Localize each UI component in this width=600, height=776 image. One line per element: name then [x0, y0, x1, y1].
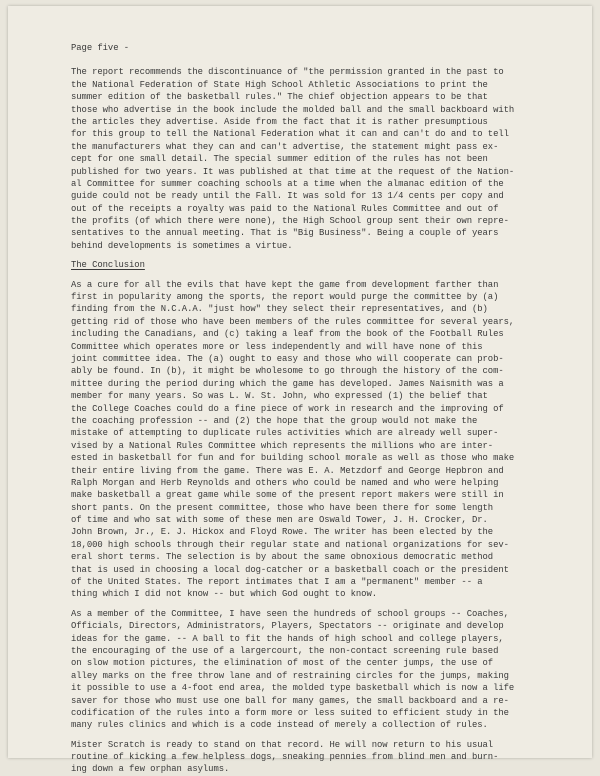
text-line: first in popularity among the sports, the report would purge the committee by (a)	[71, 292, 499, 303]
typed-text-body	[71, 42, 563, 776]
text-line: Officials, Directors, Administrators, Players, Spectators -- originate and develop	[71, 621, 504, 632]
text-line: published for two years. It was published at that time at the request of the Nation-	[71, 166, 515, 177]
text-line: mistake of attempting to duplicate rules activities which are already well super-	[71, 428, 499, 439]
text-line: alley marks on the free throw lane and of restraining circles for the jumps, making	[71, 670, 509, 681]
text-line: eral short terms. The selection is by about the same obnoxious democratic method	[71, 552, 494, 563]
text-line: summer edition of the basketball rules." The chief objection appears to be that	[71, 92, 488, 103]
text-line: on slow motion pictures, the elimination of most of the center jumps, the use of	[71, 658, 494, 669]
text-line: those who advertise in the book include the molded ball and the small backboard with	[71, 104, 515, 115]
text-line: 18,000 high schools through their regular state and national organizations for sev-	[71, 539, 509, 550]
text-line: ested in basketball for fun and for building school morale as well as those who make	[71, 453, 515, 464]
paragraph-conclusion	[71, 279, 563, 601]
text-line: vised by a National Rules Committee which represents the millions who are inter-	[71, 440, 494, 451]
section-heading: The Conclusion	[71, 260, 145, 271]
text-line: the articles they advertise. Aside from the fact that it is rather presumptious	[71, 116, 488, 127]
text-line: member for many years. So was L. W. St. John, who expressed (1) the belief that	[71, 391, 488, 402]
text-line: guide could not be ready until the Fall. It was sold for 13 1/4 cents per copy and	[71, 191, 504, 202]
text-line: ably be found. In (b), it might be wholesome to go through the history of the com-	[71, 366, 504, 377]
text-line: cept for one small detail. The special summer edition of the rules has not been	[71, 154, 488, 165]
text-line: John Brown, Jr., E. J. Hickox and Floyd Rowe. The writer has been elected by the	[71, 527, 494, 538]
text-line: of the United States. The report intimates that I am a "permanent" member -- a	[71, 577, 483, 588]
text-line: al Committee for summer coaching schools at a time when the almanac edition of the	[71, 178, 504, 189]
text-line: that is used in choosing a local dog-catcher or a basketball coach or the president	[71, 564, 509, 575]
text-line: thing which I did not know -- but which God ought to know.	[71, 589, 378, 600]
text-line: sentatives to the annual meeting. That is "Big Business". Being a couple of years	[71, 228, 499, 239]
text-line: the manufacturers what they can and can't advertise, the statement might pass ex-	[71, 141, 499, 152]
text-line: the National Federation of State High School Athletic Associations to print the	[71, 79, 488, 90]
text-line: codification of the rules into a form more or less suited to efficient study in the	[71, 707, 509, 718]
text-line: it possible to use a 4-foot end area, the molded type basketball which is now a life	[71, 683, 515, 694]
text-line: behind developments is sometimes a virtue.	[71, 240, 293, 251]
text-line: the profits (of which there were none), the High School group sent their own repre-	[71, 216, 509, 227]
document-page	[8, 6, 592, 775]
paragraph-committee-member	[71, 608, 563, 732]
text-line: the College Coaches could do a fine piece of work in research and the improving of	[71, 403, 504, 414]
text-line: finding from the N.C.A.A. "just how" they select their representatives, and (b)	[71, 304, 488, 315]
text-line: many rules clinics and which is a code instead of merely a collection of rules.	[71, 720, 488, 731]
text-line: make basketball a great game while some of the present report makers were still in	[71, 490, 504, 501]
page-header: Page five -	[71, 43, 130, 53]
text-line: getting rid of those who have been members of the rules committee for several years,	[71, 316, 515, 327]
text-line: mittee during the period during which the game has developed. James Naismith was a	[71, 378, 504, 389]
text-line: short pants. On the present committee, those who have been there for some length	[71, 502, 494, 513]
text-line: saver for those who must use one ball for many games, the small backboard and a re-	[71, 695, 509, 706]
text-line: for this group to tell the National Federation what it can and can't do and to tell	[71, 129, 509, 140]
text-line: The report recommends the discontinuance of "the permission granted in the past to	[71, 67, 504, 78]
text-line: the encouraging of the use of a largercourt, the non-contact screening rule based	[71, 645, 499, 656]
text-line: As a member of the Committee, I have seen the hundreds of school groups -- Coaches,	[71, 608, 509, 619]
text-line: including the Canadians, and (c) taking a leaf from the book of the Football Rules	[71, 329, 504, 340]
text-line: their entire living from the game. There was E. A. Metzdorf and George Hepbron and	[71, 465, 504, 476]
paragraph-mister-scratch	[71, 739, 563, 776]
paragraph-summer-edition	[71, 66, 563, 252]
text-line: ideas for the game. -- A ball to fit the hands of high school and college players,	[71, 633, 504, 644]
text-line: of time and who sat with some of these men are Oswald Tower, J. H. Crocker, Dr.	[71, 515, 488, 526]
text-line: As a cure for all the evils that have kept the game from development farther than	[71, 279, 499, 290]
text-line: out of the receipts a royalty was paid to the National Rules Committee and out of	[71, 203, 499, 214]
text-line: Mister Scratch is ready to stand on that record. He will now return to his usual	[71, 739, 494, 750]
text-line: Ralph Morgan and Herb Reynolds and others who could be named and who were helping	[71, 477, 499, 488]
text-line: ing down a few orphan asylums.	[71, 764, 230, 775]
text-line: the coaching profession -- and (2) the hope that the group would not make the	[71, 415, 478, 426]
text-line: Committee which operates more or less independently and will have none of this	[71, 341, 483, 352]
text-line: routine of kicking a few helpless dogs, sneaking pennies from blind men and burn-	[71, 752, 499, 763]
text-line: joint committee idea. The (a) ought to easy and those who will cooperate can prob-	[71, 353, 504, 364]
